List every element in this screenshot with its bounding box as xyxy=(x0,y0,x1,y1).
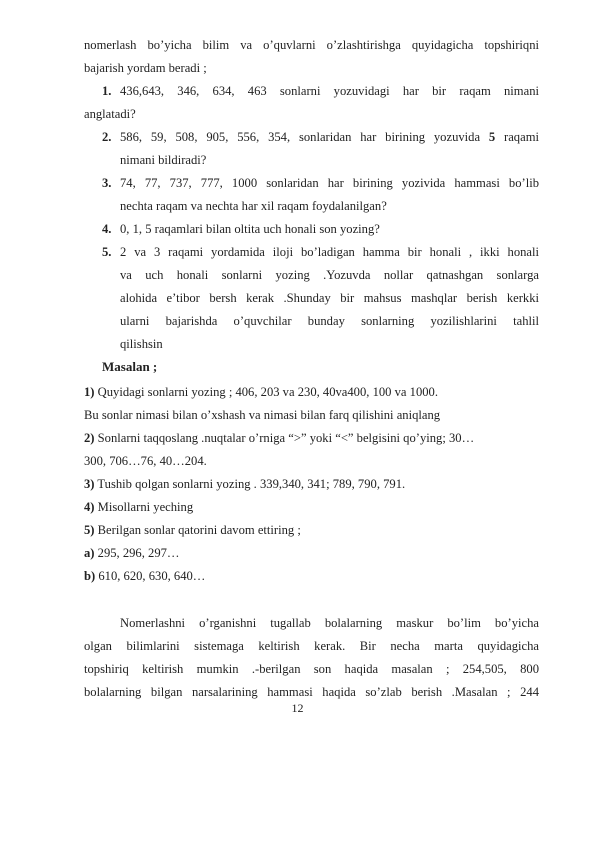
closing-line-3: topshiriq keltirish mumkin .-berilgan son haqida masalan ; 254,505, 800 xyxy=(84,662,539,676)
example-5a: a) 295, 296, 297… xyxy=(84,546,180,560)
task-2-line-2: nimani bildiradi? xyxy=(120,153,207,167)
example-5: 5) Berilgan sonlar qatorini davom ettiring ; xyxy=(84,523,301,537)
task-5-line-3: alohida e’tibor bersh kerak .Shunday bir mahsus mashqlar berish kerkki xyxy=(120,291,539,305)
intro-line-1: nomerlash bo’yicha bilim va o’quvlarni o’zlashtirishga quyidagicha topshiriqni xyxy=(84,38,539,52)
task-1-line-1: 436,643, 346, 634, 463 sonlarni yozuvidagi har bir raqam nimani xyxy=(120,84,539,98)
intro-line-2: bajarish yordam beradi ; xyxy=(84,61,207,75)
page-number: 12 xyxy=(291,701,304,715)
task-5-line-4: ularni bajarishda o’quvchilar bunday sonlarning yozilishlarini tahlil xyxy=(120,314,539,328)
example-3: 3) Tushib qolgan sonlarni yozing . 339,340, 341; 789, 790, 791. xyxy=(84,477,406,491)
task-number-5: 5. xyxy=(102,245,112,259)
task-5-line-1: 2 va 3 raqami yordamida iloji bo’ladigan hamma bir honali , ikki honali xyxy=(120,245,539,259)
task-4-line-1: 0, 1, 5 raqamlari bilan oltita uch honali son yozing? xyxy=(120,222,380,236)
task-number-3: 3. xyxy=(102,176,112,190)
example-5b: b) 610, 620, 630, 640… xyxy=(84,569,206,583)
example-2-continuation: 300, 706…76, 40…204. xyxy=(84,454,207,468)
task-3-line-2: nechta raqam va nechta har xil raqam foydalanilgan? xyxy=(120,199,387,213)
task-1-continuation: anglatadi? xyxy=(84,107,136,121)
task-3-line-1: 74, 77, 737, 777, 1000 sonlaridan har birining yozivida hammasi bo’lib xyxy=(120,176,539,190)
task-number-2: 2. xyxy=(102,130,112,144)
example-2: 2) Sonlarni taqqoslang .nuqtalar o’rniga “>” yoki “<” belgisini qo’ying; 30… xyxy=(84,431,475,445)
task-number-4: 4. xyxy=(102,222,112,236)
closing-line-2: olgan bilimlarini sistemaga keltirish kerak. Bir necha marta quyidagicha xyxy=(84,639,539,653)
task-5-line-5: qilishsin xyxy=(120,337,163,351)
task-number-1: 1. xyxy=(102,84,112,98)
example-4: 4) Misollarni yeching xyxy=(84,500,194,514)
task-5-line-2: va uch honali sonlarni yozing .Yozuvda nollar qatnashgan sonlarga xyxy=(120,268,539,282)
closing-line-4: bolalarning bilgan narsalarining hammasi haqida so’zlab berish .Masalan ; 244 xyxy=(84,685,539,699)
example-1-continuation: Bu sonlar nimasi bilan o’xshash va nimasi bilan farq qilishini aniqlang xyxy=(84,408,441,422)
closing-line-1: Nomerlashni o’rganishni tugallab bolalarning maskur bo’lim bo’yicha xyxy=(120,616,539,630)
example-1: 1) Quyidagi sonlarni yozing ; 406, 203 va 230, 40va400, 100 va 1000. xyxy=(84,385,438,399)
section-heading: Masalan ; xyxy=(102,359,158,374)
task-2-line-1: 586, 59, 508, 905, 556, 354, sonlaridan har birining yozuvida 5 raqami xyxy=(120,130,539,144)
